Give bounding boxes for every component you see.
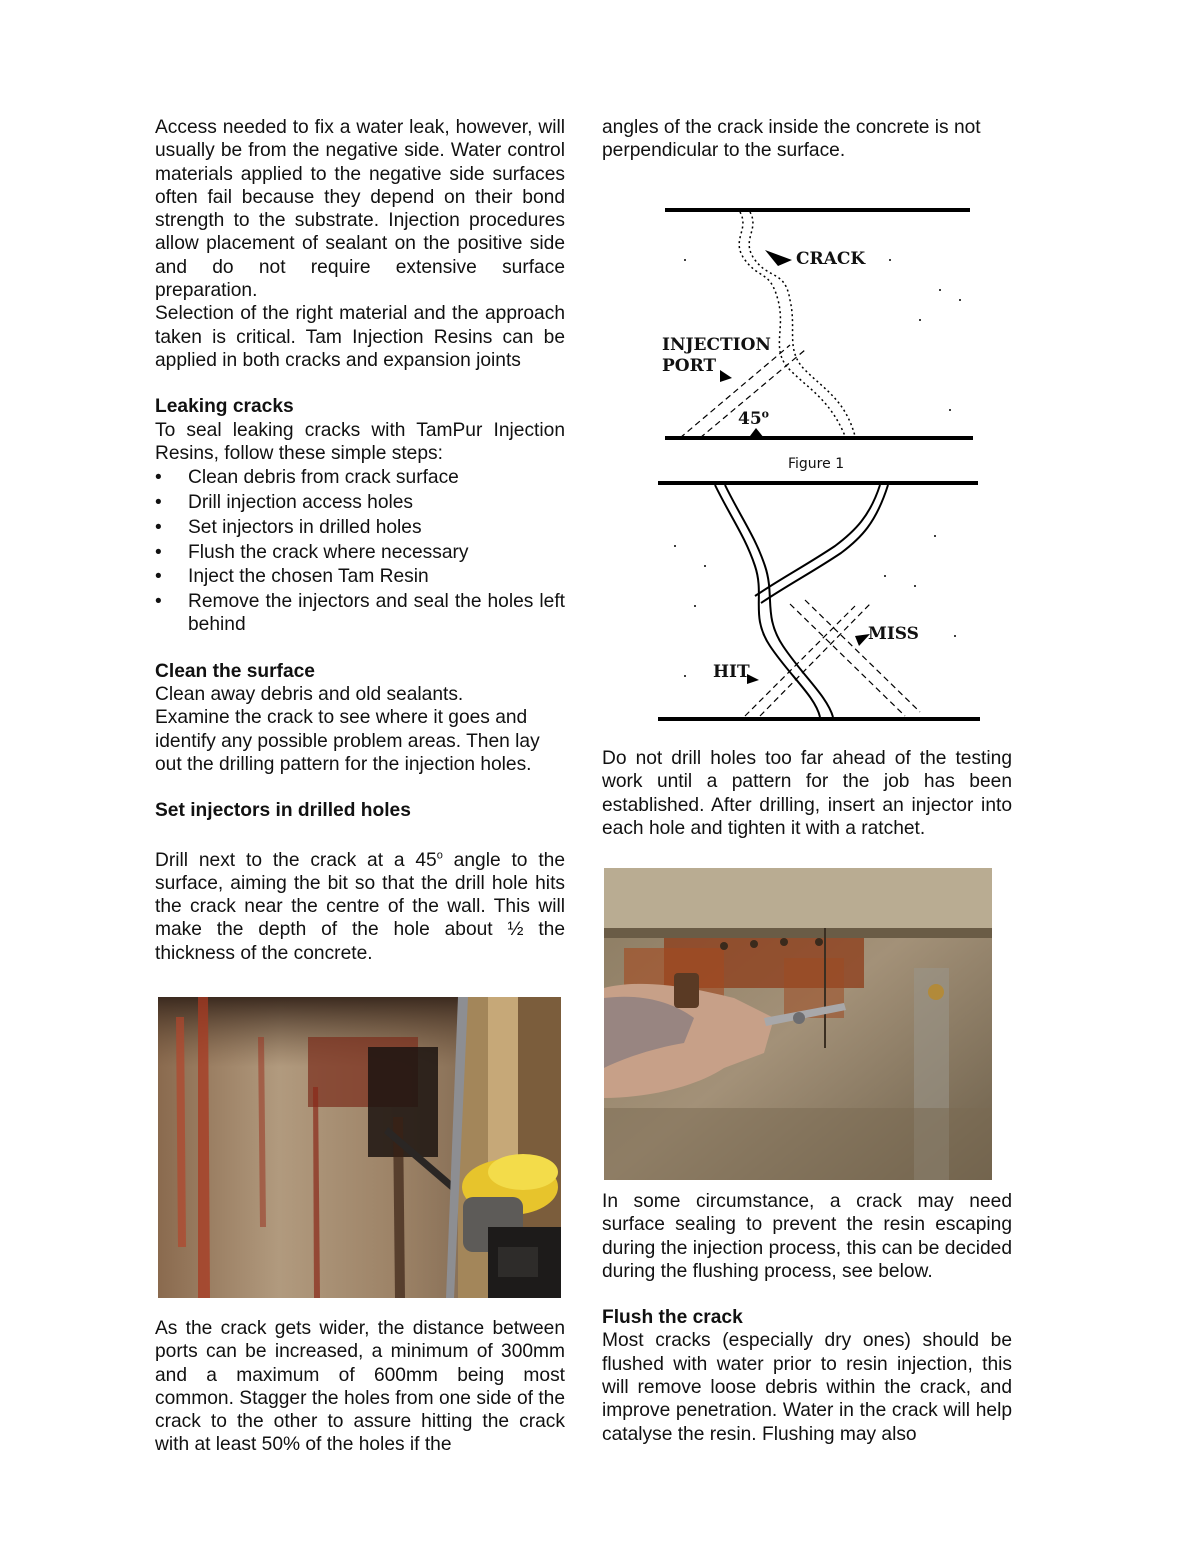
- clean-paragraph-2: Examine the crack to see where it goes and identify any possible problem areas. Then lay out the drilling pattern for the injection holes.: [155, 707, 540, 775]
- surface-sealing-paragraph: In some circumstance, a crack may need surface sealing to prevent the resin escaping during the injection process, this can be decided during the flushing process, see below.: [602, 1191, 1012, 1282]
- list-item: • Clean debris from crack surface: [155, 466, 565, 489]
- clean-surface-heading: Clean the surface: [155, 660, 315, 682]
- leaking-cracks-intro: To seal leaking cracks with TamPur Injection Resins, follow these simple steps:: [155, 419, 565, 464]
- angle-label: 45$^o$: [738, 407, 770, 429]
- figure-caption: Figure 1: [788, 456, 845, 472]
- left-column: [155, 116, 565, 965]
- hit-label: HIT: [713, 662, 750, 682]
- hit-miss-diagram: [655, 476, 985, 726]
- list-item: • Drill injection access holes: [155, 491, 565, 514]
- miss-label: MISS: [868, 624, 919, 644]
- flush-crack-heading: Flush the crack: [602, 1307, 743, 1329]
- left-column-bottom: [155, 1317, 565, 1457]
- selection-paragraph: Selection of the right material and the approach taken is critical. Tam Injection Resins can be applied in both cracks and expansion joints: [155, 303, 565, 371]
- drill-paragraph: Drill next to the crack at a 45$^o$ angle to the surface, aiming the bit so that the drill hole hits the crack near the centre of the wall. This will make the depth of the hole about ½ the thickness of the concrete.: [155, 849, 565, 964]
- steps-list: [155, 466, 565, 637]
- continuation-paragraph: angles of the crack inside the concrete is not perpendicular to the surface.: [602, 117, 981, 162]
- injection-label: INJECTION: [662, 335, 771, 355]
- list-item: • Inject the chosen Tam Resin: [155, 565, 565, 588]
- set-injectors-heading: Set injectors in drilled holes: [155, 800, 411, 822]
- right-column-middle: [602, 747, 1012, 840]
- intro-paragraph: Access needed to fix a water leak, however, will usually be from the negative side. Water control materials applied to the negative side surfaces often fail because they depend on their bond strength to the substrate. Injection procedures allow placement of sealant on the positive side and do not require extensive surface preparation.: [155, 117, 565, 302]
- leaking-cracks-heading: Leaking cracks: [155, 396, 294, 418]
- right-column-bottom: [602, 1190, 1012, 1446]
- drilling-photo: [158, 997, 561, 1298]
- clean-paragraph-1: Clean away debris and old sealants.: [155, 684, 464, 706]
- list-item: • Flush the crack where necessary: [155, 541, 565, 564]
- drill-holes-paragraph: Do not drill holes too far ahead of the testing work until a pattern for the job has been established. After drilling, insert an injector into each hole and tighten it with a ratchet.: [602, 748, 1012, 839]
- list-item: • Set injectors in drilled holes: [155, 516, 565, 539]
- port-label: PORT: [662, 356, 717, 376]
- injector-photo: [604, 868, 992, 1180]
- figure-1-diagram: [660, 200, 980, 450]
- flush-paragraph: Most cracks (especially dry ones) should be flushed with water prior to resin injection, this will remove loose debris within the crack, and improve penetration. Water in the crack will help catalyse the resin. Flushing may also: [602, 1330, 1012, 1445]
- list-item: • Remove the injectors and seal the holes left behind: [155, 590, 565, 637]
- crack-label: CRACK: [796, 249, 866, 269]
- right-column: [602, 116, 1012, 163]
- ports-paragraph: As the crack gets wider, the distance between ports can be increased, a minimum of 300mm and a maximum of 600mm being most common. Stagger the holes from one side of the crack to the other to assure hitting the crack with at least 50% of the holes if the: [155, 1318, 565, 1456]
